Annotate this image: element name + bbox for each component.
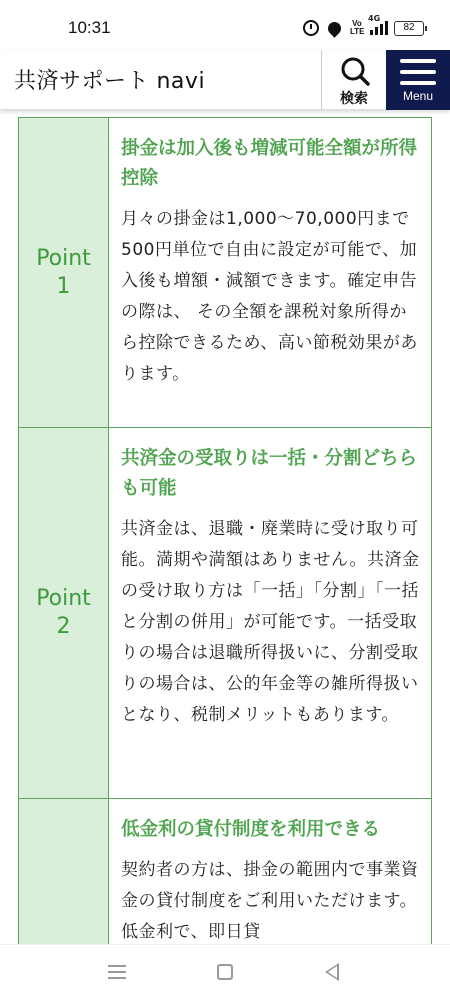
search-label: 検索 (340, 91, 368, 107)
status-time: 10:31 (68, 18, 111, 37)
point-label-word: Point (36, 245, 91, 271)
menu-label: Menu (402, 89, 434, 103)
point-body (109, 428, 431, 798)
location-icon (325, 19, 343, 37)
search-icon (340, 56, 370, 86)
point-heading: 共済金の受取りは一括・分割どちらも可能 (121, 448, 418, 499)
point-label (19, 428, 109, 798)
point-label-number: 1 (56, 273, 71, 299)
system-nav-bar (0, 944, 450, 999)
network-type: 4G (368, 14, 381, 23)
point-label-number: 2 (56, 614, 71, 639)
search-button[interactable] (321, 50, 385, 110)
recent-apps-icon[interactable] (108, 965, 126, 983)
status-bar (0, 0, 450, 56)
app-header (0, 50, 450, 110)
point-heading: 低金利の貸付制度を利用できる (121, 819, 381, 840)
point-heading: 掛金は加入後も増減可能全額が所得控除 (121, 138, 418, 189)
home-icon[interactable] (217, 964, 233, 980)
points-table (18, 117, 432, 999)
signal-icon (368, 14, 388, 35)
status-icons (303, 14, 424, 36)
back-icon[interactable] (325, 963, 339, 981)
point-row (19, 117, 431, 428)
point-row (19, 428, 431, 799)
hamburger-icon (400, 59, 436, 92)
site-title[interactable]: 共済サポート navi (14, 69, 206, 94)
battery-icon: 82 (394, 21, 424, 36)
point-label (19, 118, 109, 427)
point-text: 月々の掛金は1,000〜70,000円まで500円単位で自由に設定が可能で、加入後も増額・減額できます。確定申告の際は、 その全額を課税対象所得から控除できるため、高い節税効果があります。 (121, 209, 418, 384)
point-text: 契約者の方は、掛金の範囲内で事業資金の貸付制度をご利用いただけます。低金利で、即日貸 (121, 860, 419, 942)
point-text: 共済金は、退職・廃業時に受け取り可能。満期や満額はありません。共済金の受け取り方は「一括」「分割」「一括と分割の併用」が可能です。一括受取りの場合は退職所得扱いに、分割受取りの場合は、公的年金等の雑所得扱いとなり、税制メリットもあります。 (121, 519, 420, 725)
volte-icon: Vo LTE (350, 19, 365, 36)
alarm-icon (303, 20, 319, 36)
menu-button[interactable] (386, 50, 450, 110)
point-label-word: Point (36, 586, 91, 611)
point-body (109, 118, 431, 427)
